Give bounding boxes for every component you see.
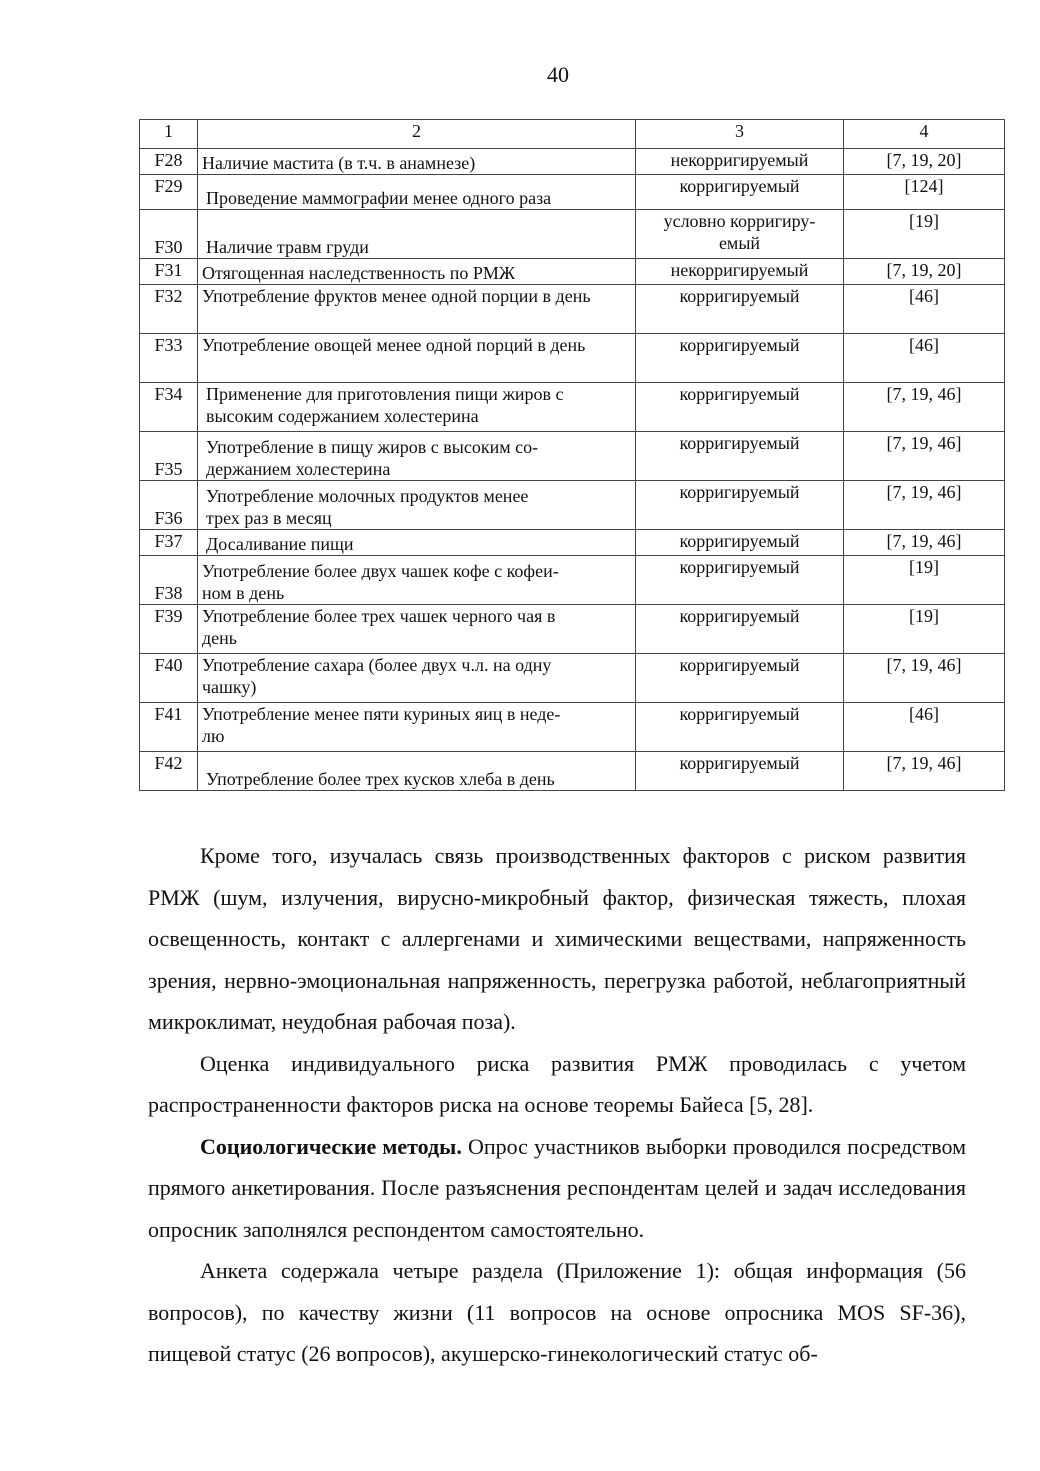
factor-references: [7, 19, 46] (844, 654, 1005, 703)
table-row (140, 149, 1005, 175)
table-row (140, 530, 1005, 556)
factor-references: [7, 19, 46] (844, 752, 1005, 791)
factor-description: Наличие травм груди (198, 210, 636, 259)
factor-description: Употребление более трех кусков хлеба в день (198, 752, 636, 791)
factor-type: корригируемый (636, 703, 844, 752)
factor-description: Употребление более трех чашек черного чая в день (198, 605, 636, 654)
table-row (140, 383, 1005, 432)
factor-code: F31 (140, 259, 198, 285)
page-number: 40 (547, 62, 569, 87)
column-header: 4 (844, 120, 1005, 149)
factor-code: F32 (140, 285, 198, 334)
paragraph (148, 1126, 966, 1251)
risk-factors-table (139, 119, 1005, 791)
factor-references: [46] (844, 285, 1005, 334)
factor-type: корригируемый (636, 752, 844, 791)
factor-code: F35 (140, 432, 198, 481)
factor-description: Отягощенная наследственность по РМЖ (198, 259, 636, 285)
table-header-row (140, 120, 1005, 149)
factor-type: корригируемый (636, 334, 844, 383)
factor-references: [7, 19, 46] (844, 481, 1005, 530)
column-header: 2 (198, 120, 636, 149)
factor-description: Проведение маммографии менее одного раза (198, 175, 636, 210)
paragraph: Кроме того, изучалась связь производственных факторов с риском развития РМЖ (шум, излучения, вирусно-микробный фактор, физическая тяжесть, плохая освещенность, контакт с аллергенами и химическими веществами, напряженность зрения, нервно-эмоциональная напряженность, перегрузка работой, неблагоприятный микроклимат, неудобная рабочая поза). (148, 843, 966, 1034)
factor-references: [7, 19, 46] (844, 530, 1005, 556)
factor-type: корригируемый (636, 654, 844, 703)
factor-code: F33 (140, 334, 198, 383)
factor-references: [19] (844, 210, 1005, 259)
factor-references: [124] (844, 175, 1005, 210)
table-row (140, 481, 1005, 530)
factor-type: корригируемый (636, 432, 844, 481)
factor-references: [46] (844, 334, 1005, 383)
factor-type: корригируемый (636, 530, 844, 556)
factor-description: Употребление менее пяти куриных яиц в неде- лю (198, 703, 636, 752)
factor-description: Употребление сахара (более двух ч.л. на одну чашку) (198, 654, 636, 703)
table-row (140, 175, 1005, 210)
table-row (140, 432, 1005, 481)
factor-code: F37 (140, 530, 198, 556)
factor-description: Употребление в пищу жиров с высоким со- держанием холестерина (198, 432, 636, 481)
factor-type: некорригируемый (636, 149, 844, 175)
paragraph: Оценка индивидуального риска развития РМЖ проводилась с учетом распространенности факторов риска на основе теоремы Байеса [5, 28]. (148, 1050, 966, 1117)
table-row (140, 605, 1005, 654)
factor-type: корригируемый (636, 175, 844, 210)
factor-code: F39 (140, 605, 198, 654)
table-row (140, 752, 1005, 791)
column-header: 1 (140, 120, 198, 149)
factor-type: корригируемый (636, 285, 844, 334)
factor-code: F40 (140, 654, 198, 703)
factor-references: [7, 19, 46] (844, 432, 1005, 481)
factor-code: F30 (140, 210, 198, 259)
paragraph: Анкета содержала четыре раздела (Приложение 1): общая информация (56 вопросов), по качеству жизни (11 вопросов на основе опросника MOS SF-36), пищевой статус (26 вопросов), акушерско-гинекологический статус об- (148, 1258, 966, 1366)
factor-references: [7, 19, 20] (844, 259, 1005, 285)
factor-references: [46] (844, 703, 1005, 752)
body-text (148, 835, 966, 1375)
factor-code: F29 (140, 175, 198, 210)
factor-references: [19] (844, 605, 1005, 654)
factor-type: корригируемый (636, 481, 844, 530)
factor-code: F41 (140, 703, 198, 752)
factor-code: F36 (140, 481, 198, 530)
table-row (140, 556, 1005, 605)
table-row (140, 259, 1005, 285)
factor-description: Употребление фруктов менее одной порции в день (198, 285, 636, 334)
factor-description: Досаливание пищи (198, 530, 636, 556)
factor-type: корригируемый (636, 383, 844, 432)
factor-description: Применение для приготовления пищи жиров с высоким содержанием холестерина (198, 383, 636, 432)
factor-type: корригируемый (636, 556, 844, 605)
factor-description: Употребление молочных продуктов менее трех раз в месяц (198, 481, 636, 530)
table-row (140, 210, 1005, 259)
factor-code: F38 (140, 556, 198, 605)
paragraph-text: Опрос участников выборки проводился посредством прямого анкетирования. После разъяснения респондентам целей и задач исследования опросник заполнялся респондентом самостоятельно. (148, 1133, 967, 1242)
factor-code: F34 (140, 383, 198, 432)
section-heading: Социологические методы. (200, 1133, 462, 1159)
table-row (140, 334, 1005, 383)
factor-description: Наличие мастита (в т.ч. в анамнезе) (198, 149, 636, 175)
factor-description: Употребление более двух чашек кофе с кофеи- ном в день (198, 556, 636, 605)
factor-type: условно корригиру- емый (636, 210, 844, 259)
factor-references: [19] (844, 556, 1005, 605)
factor-description: Употребление овощей менее одной порций в день (198, 334, 636, 383)
factor-code: F42 (140, 752, 198, 791)
table-row (140, 703, 1005, 752)
factor-type: некорригируемый (636, 259, 844, 285)
table-row (140, 654, 1005, 703)
factor-references: [7, 19, 20] (844, 149, 1005, 175)
factor-references: [7, 19, 46] (844, 383, 1005, 432)
factor-code: F28 (140, 149, 198, 175)
table-row (140, 285, 1005, 334)
column-header: 3 (636, 120, 844, 149)
factor-type: корригируемый (636, 605, 844, 654)
